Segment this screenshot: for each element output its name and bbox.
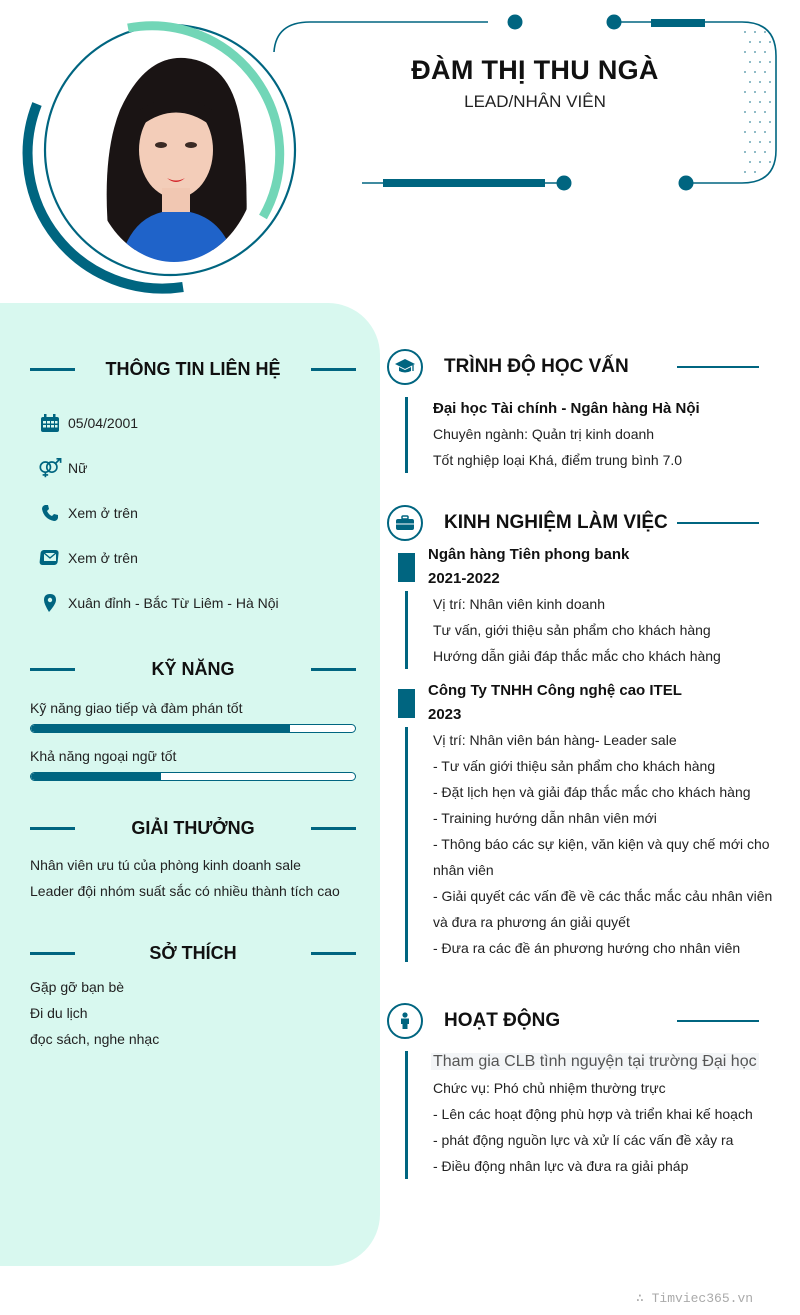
- experience-title: KINH NGHIỆM LÀM VIỆC: [444, 512, 668, 533]
- contact-address: [38, 592, 279, 614]
- timeline-marker: [398, 689, 415, 718]
- skill-progress-bar: [30, 724, 356, 733]
- briefcase-icon: [387, 505, 423, 541]
- contact-gender: [38, 457, 87, 479]
- graduation-cap-icon: [387, 349, 423, 385]
- skill-progress-bar: [30, 772, 356, 781]
- candidate-role: LEAD/NHÂN VIÊN: [464, 92, 606, 111]
- divider: [311, 368, 356, 371]
- address-value: Xuân đỉnh - Bắc Từ Liêm - Hà Nội: [68, 595, 279, 611]
- timeline-marker: [398, 553, 415, 582]
- job-period: 2023: [428, 706, 462, 723]
- job-period: 2021-2022: [428, 570, 500, 587]
- contact-phone: [38, 502, 138, 524]
- job-company: Công Ty TNHH Công nghệ cao ITEL: [428, 682, 682, 699]
- activity-detail: - phát động nguồn lực và xử lí các vấn đề xảy ra: [433, 1132, 734, 1148]
- skills-section-title: [30, 657, 356, 681]
- timeline-line: [405, 397, 408, 473]
- divider: [311, 952, 356, 955]
- timeline-line: [405, 591, 408, 669]
- job-detail: - Training hướng dẫn nhân viên mới: [433, 810, 657, 826]
- divider: [677, 1020, 759, 1022]
- job-detail: Tư vấn, giới thiệu sản phẩm cho khách hàng: [433, 622, 711, 638]
- skill-label: Kỹ năng giao tiếp và đàm phán tốt: [30, 700, 243, 716]
- activity-headline: Tham gia CLB tình nguyện tại trường Đại học: [433, 1053, 757, 1070]
- phone-value: Xem ở trên: [68, 505, 138, 521]
- divider: [30, 668, 75, 671]
- profile-photo: [90, 50, 258, 262]
- education-detail: Tốt nghiệp loại Khá, điểm trung bình 7.0: [433, 452, 683, 468]
- timeline-line: [405, 727, 408, 962]
- divider: [677, 366, 759, 368]
- calendar-icon: [38, 412, 62, 434]
- job-detail: nhân viên: [433, 862, 494, 878]
- person-icon: [387, 1003, 423, 1039]
- divider: [311, 668, 356, 671]
- divider: [30, 368, 75, 371]
- job-detail: - Thông báo các sự kiện, văn kiện và quy chế mới cho: [433, 836, 770, 852]
- job-detail: - Đặt lịch hẹn và giải đáp thắc mắc cho khách hàng: [433, 784, 751, 800]
- job-company: Ngân hàng Tiên phong bank: [428, 546, 630, 563]
- activity-detail: - Điều động nhân lực và đưa ra giải pháp: [433, 1158, 689, 1174]
- activity-detail: Chức vụ: Phó chủ nhiệm thường trực: [433, 1080, 666, 1096]
- education-title: TRÌNH ĐỘ HỌC VẤN: [444, 356, 629, 377]
- contact-section-title: [30, 357, 356, 381]
- skills-title: KỸ NĂNG: [151, 658, 235, 679]
- awards-title: GIẢI THƯỞNG: [131, 817, 255, 838]
- job-detail: và đưa ra phương án giải quyết: [433, 914, 630, 930]
- gender-icon: [38, 457, 62, 479]
- hobbies-section-title: [30, 941, 356, 965]
- job-detail: - Đưa ra các đề án phương hướng cho nhân viên: [433, 940, 741, 956]
- gender-value: Nữ: [68, 460, 88, 476]
- timeline-line: [405, 1051, 408, 1179]
- job-detail: Vị trí: Nhân viên kinh doanh: [433, 596, 605, 612]
- award-item: Leader đội nhóm suất sắc có nhiều thành tích cao: [30, 883, 340, 899]
- hobbies-title: SỞ THÍCH: [149, 942, 237, 963]
- divider: [30, 952, 75, 955]
- email-icon: [38, 547, 62, 569]
- skill-label: Khả năng ngoại ngữ tốt: [30, 748, 177, 764]
- left-panel: [0, 303, 380, 1266]
- job-detail: - Tư vấn giới thiệu sản phẩm cho khách hàng: [433, 758, 716, 774]
- job-detail: Vị trí: Nhân viên bán hàng- Leader sale: [433, 732, 677, 748]
- phone-icon: [38, 502, 62, 524]
- activity-detail: - Lên các hoạt động phù hợp và triển khai kế hoạch: [433, 1106, 753, 1122]
- activities-title: HOẠT ĐỘNG: [444, 1010, 561, 1031]
- divider: [677, 522, 759, 524]
- contact-email: [38, 547, 138, 569]
- contact-title: THÔNG TIN LIÊN HỆ: [105, 358, 281, 379]
- skill-progress-fill: [31, 773, 161, 780]
- skill-progress-fill: [31, 725, 290, 732]
- email-value: Xem ở trên: [68, 550, 138, 566]
- hobby-item: đọc sách, nghe nhạc: [30, 1031, 160, 1047]
- job-detail: Hướng dẫn giải đáp thắc mắc cho khách hàng: [433, 648, 721, 664]
- hobby-item: Gặp gỡ bạn bè: [30, 979, 125, 995]
- location-icon: [38, 592, 62, 614]
- divider: [311, 827, 356, 830]
- awards-section-title: [30, 816, 356, 840]
- candidate-name: ĐÀM THỊ THU NGÀ: [411, 55, 659, 85]
- school-name: Đại học Tài chính - Ngân hàng Hà Nội: [433, 400, 700, 417]
- job-detail: - Giải quyết các vấn đề về các thắc mắc cảu nhân viên: [433, 888, 773, 904]
- contact-birthdate: [38, 412, 138, 434]
- hobby-item: Đi du lịch: [30, 1005, 88, 1021]
- divider: [30, 827, 75, 830]
- education-detail: Chuyên ngành: Quản trị kinh doanh: [433, 426, 655, 442]
- award-item: Nhân viên ưu tú của phòng kinh doanh sale: [30, 857, 301, 873]
- birthdate-value: 05/04/2001: [68, 415, 139, 431]
- watermark: ∴ Timviec365.vn: [636, 1291, 754, 1306]
